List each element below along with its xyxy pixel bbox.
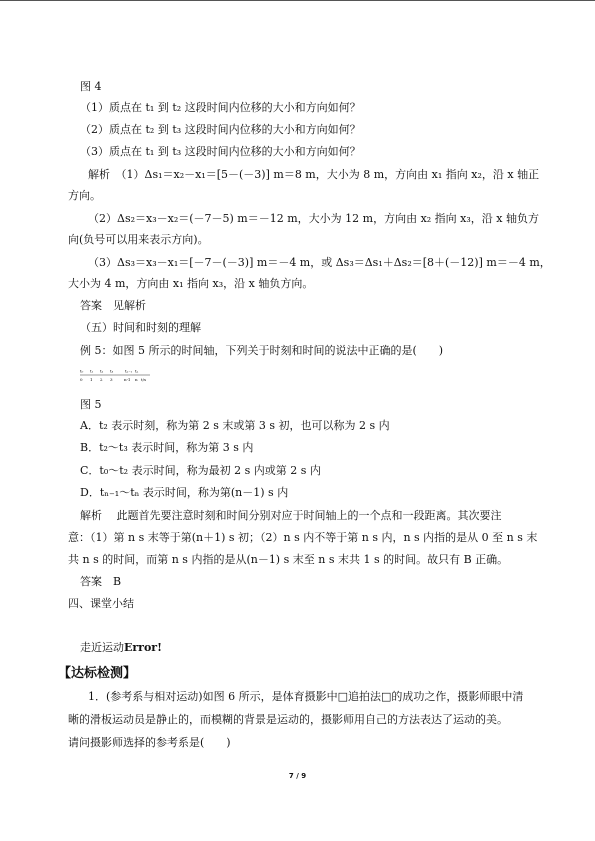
axis-label: t₂ xyxy=(100,368,104,374)
axis-tick-label: 1 xyxy=(90,377,93,382)
option-c: C．t₀～t₂ 表示时间，称为最初 2 s 内或第 2 s 内 xyxy=(80,464,321,477)
analysis-2-line-2: 向(负号可以用来表示方向)。 xyxy=(68,233,209,246)
axis-label: tₙ xyxy=(135,368,139,374)
error-marker: Error! xyxy=(124,641,162,654)
problem-1-line-3: 请问摄影师选择的参考系是( ) xyxy=(68,736,231,749)
section-4-title: 四、课堂小结 xyxy=(68,597,134,610)
question-1: （1）质点在 t₁ 到 t₂ 这段时间内位移的大小和方向如何？ xyxy=(80,101,361,114)
option-b: B．t₂～t₃ 表示时间，称为第 3 s 内 xyxy=(80,441,254,454)
problem-1-line-2: 晰的滑板运动员是静止的，而模糊的背景是运动的，摄影师用自己的方法表达了运动的美。 xyxy=(68,713,508,726)
figure-4-caption: 图 4 xyxy=(80,80,102,93)
axis-unit-label: t/s xyxy=(141,377,147,382)
analysis-3-line-2: 大小为 4 m，方向由 x₁ 指向 x₃，沿 x 轴负方向。 xyxy=(68,277,314,290)
axis-label: tₙ₋₁ xyxy=(125,368,133,374)
option-d: D．tₙ₋₁～tₙ 表示时间，称为第(n－1) s 内 xyxy=(80,486,289,499)
analysis-3-line-1: （3）Δs₃＝x₃－x₁＝[－7－(－3)] m＝－4 m，或 Δs₃＝Δs₁＋Δs₂＝[8＋(－12)] m＝－4 m， xyxy=(88,256,551,269)
axis-label: t₀ xyxy=(80,368,84,374)
example-5-question: 例 5：如图 5 所示的时间轴，下列关于时刻和时间的说法中正确的是( ) xyxy=(80,344,444,357)
axis-label: t₃ xyxy=(110,368,114,374)
answer-1: 答案 见解析 xyxy=(80,299,146,312)
page-number: 7 / 9 xyxy=(288,772,307,780)
concept-map-title xyxy=(80,641,162,655)
axis-tick-label: 2 xyxy=(100,377,103,382)
axis-tick-label: n xyxy=(135,377,138,382)
axis-tick-label: 0 xyxy=(80,377,83,382)
analysis-1-line-1: 解析 （1）Δs₁＝x₂－x₁＝[5－(－3)] m＝8 m，大小为 8 m，方向由 x₁ 指向 x₂，沿 x 轴正 xyxy=(88,168,540,181)
axis-tick-label: n-1 xyxy=(124,377,131,382)
explanation-line-3: 共 n s 的时间，而第 n s 内指的是从(n－1) s 末至 n s 末共 1 s 的时间。故只有 B 正确。 xyxy=(68,553,509,566)
answer-2: 答案 B xyxy=(80,575,122,588)
concept-map-text: 走近运动 xyxy=(80,641,124,654)
explanation-line-2: 意：（1）第 n s 末等于第(n＋1) s 初；（2）n s 内不等于第 n s 内，n s 内指的是从 0 至 n s 末 xyxy=(68,531,538,544)
analysis-1-line-2: 方向。 xyxy=(68,189,101,202)
axis-label: t₁ xyxy=(90,368,94,374)
figure-5-caption: 图 5 xyxy=(80,398,102,411)
analysis-2-line-1: （2）Δs₂＝x₃－x₂＝(－7－5) m＝－12 m，大小为 12 m，方向由 x₂ 指向 x₃，沿 x 轴负方 xyxy=(88,212,539,225)
axis-tick-label: 3 xyxy=(110,377,113,382)
option-a: A．t₂ 表示时刻，称为第 2 s 末或第 3 s 初，也可以称为 2 s 内 xyxy=(80,419,390,432)
question-3: （3）质点在 t₁ 到 t₃ 这段时间内位移的大小和方向如何？ xyxy=(80,145,361,158)
section-heading-dabiao: 【达标检测】 xyxy=(58,666,137,681)
problem-1-line-1: 1．(参考系与相对运动)如图 6 所示，是体育摄影中□追拍法□的成功之作，摄影师眼中清 xyxy=(88,690,524,703)
explanation-line-1: 解析 此题首先要注意时刻和时间分别对应于时间轴上的一个点和一段距离。其次要注 xyxy=(80,509,502,522)
figure-5-time-axis xyxy=(80,368,152,382)
section-5-title: （五）时间和时刻的理解 xyxy=(80,321,201,334)
question-2: （2）质点在 t₂ 到 t₃ 这段时间内位移的大小和方向如何？ xyxy=(80,123,361,136)
top-rule xyxy=(0,0,595,1)
